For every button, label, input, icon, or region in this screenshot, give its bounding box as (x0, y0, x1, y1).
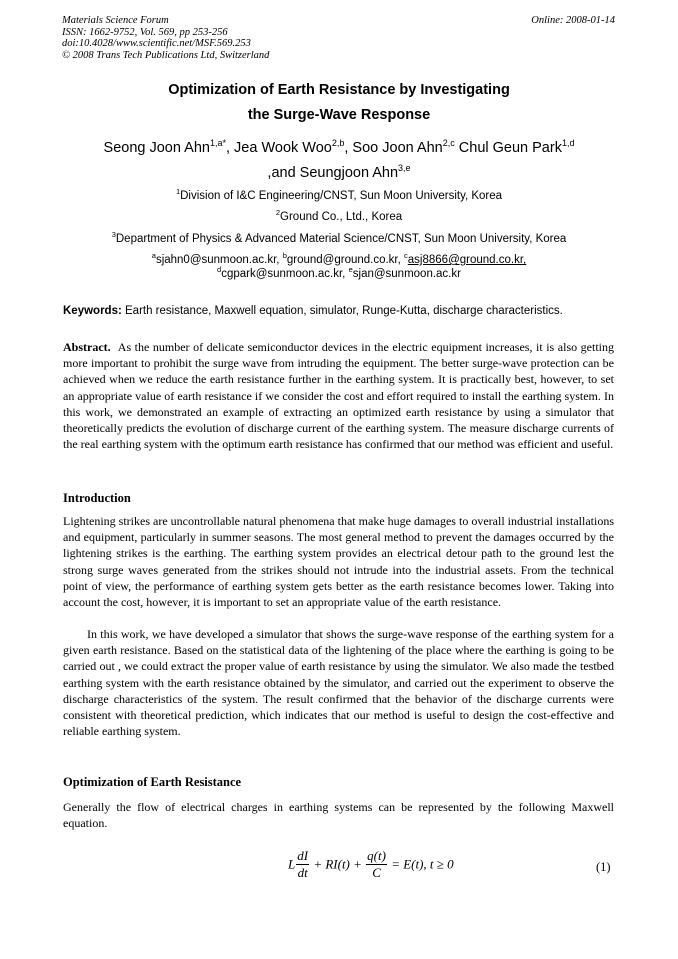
author-affiliation-mark: 2,c (442, 138, 455, 148)
affiliation-text: Ground Co., Ltd., Korea (280, 211, 403, 223)
equation-numerator: q(t) (367, 848, 386, 863)
keywords-line (63, 305, 563, 317)
email-link[interactable]: asj8866@ground.co.kr, (407, 254, 527, 266)
equation-rhs: = E(t), t ≥ 0 (391, 856, 454, 872)
email-link[interactable]: cgpark@sunmoon.ac.kr, (221, 268, 346, 280)
paper-title-line-2: the Surge-Wave Response (247, 107, 431, 123)
paper-title-line-1: Optimization of Earth Resistance by Investigating (168, 82, 510, 98)
introduction-heading: Introduction (63, 491, 131, 505)
email-mark: b (282, 251, 287, 260)
author-list (0, 140, 678, 156)
introduction-paragraph-2: In this work, we have developed a simulator that shows the surge-wave response of the earthing system for a given earth resistance. Based on the statistical data of the lightening of the place where the earthing is going to be carried out , we could extract the proper value of earth resistance by using the simulator. We also made the testbed earthing system with the earth resistance obtained by the simulator, and carried out the experiment to observe the discharge characteristics of the system. The result confirmed that the behavior of the discharge currents were consistent with theoretical prediction, which indicates that our method is useful to design the cost-effective and reliable earthing system. (63, 627, 614, 739)
author-affiliation-mark: 1,d (561, 138, 575, 148)
author-affiliation-mark: 3,e (398, 163, 411, 173)
email-link[interactable]: ground@ground.co.kr, (286, 254, 401, 266)
abstract-paragraph (63, 339, 614, 452)
affiliation-text: Division of I&C Engineering/CNST, Sun Moon University, Korea (180, 190, 503, 202)
author-name: Chul Geun Park (458, 140, 562, 156)
author-emails (0, 253, 678, 281)
optimization-paragraph-1: Generally the flow of electrical charges in earthing systems can be represented by the following Maxwell equation. (63, 800, 614, 831)
equation-numerator: dI (297, 848, 309, 863)
email-link[interactable]: sjan@sunmoon.ac.kr (352, 268, 461, 280)
author-name: Seong Joon Ahn (103, 140, 210, 156)
author-separator: , (344, 140, 353, 156)
affiliation-mark: 3 (111, 230, 116, 239)
abstract-label: Abstract. (63, 340, 111, 354)
author-name: Soo Joon Ahn (352, 140, 443, 156)
email-mark: e (348, 265, 353, 274)
equation-L: L (288, 856, 296, 872)
issn-line: ISSN: 1662-9752, Vol. 569, pp 253-256 (62, 26, 228, 38)
email-link[interactable]: sjahn0@sunmoon.ac.kr, (155, 254, 280, 266)
author-name: ,and Seungjoon Ahn (267, 165, 399, 181)
email-line-2 (0, 267, 678, 281)
copyright-line: © 2008 Trans Tech Publications Ltd, Switzerland (62, 49, 270, 61)
equation-denominator: dt (297, 865, 308, 880)
author-list-continued (0, 165, 678, 181)
equation-fraction-dI-dt (296, 848, 309, 881)
equation-number: (1) (596, 860, 611, 874)
introduction-paragraph-1: Lightening strikes are uncontrollable natural phenomena that make huge damages to overall industrial installations and equipment, particularly in summer seasons. The most general method to prevent the damages occurred by the lightening strikes is the earthing. The earthing system provides an electrical detour path to the ground lest the strong surge waves generated from the strikes should not intrude into the industrial assets. From the technical point of view, the performance of earthing system gets better as the earth resistance becomes lower. Taking into account the cost, however, it is important to set an appropriate value of the earth resistance. (63, 514, 614, 610)
email-mark: a (151, 251, 156, 260)
affiliation-text: Department of Physics & Advanced Material Science/CNST, Sun Moon University, Korea (115, 233, 567, 245)
keywords-label: Keywords: (63, 305, 122, 317)
email-line-1 (0, 253, 678, 267)
online-date: Online: 2008-01-14 (531, 15, 615, 26)
author-affiliation-mark: 1,a* (209, 138, 226, 148)
affiliation-mark: 1 (175, 187, 181, 196)
email-mark: d (217, 265, 222, 274)
author-affiliation-mark: 2,b (331, 138, 345, 148)
journal-name: Materials Science Forum (62, 15, 169, 26)
equation-middle: + RI(t) + (313, 856, 362, 872)
affiliation-mark: 2 (275, 208, 281, 217)
keywords-text: Earth resistance, Maxwell equation, simulator, Runge-Kutta, discharge characteristics. (125, 305, 563, 317)
author-separator: , (225, 140, 235, 156)
maxwell-equation (288, 848, 454, 890)
optimization-heading: Optimization of Earth Resistance (63, 775, 242, 789)
affiliation-2 (0, 208, 678, 223)
author-name: Jea Wook Woo (234, 140, 332, 156)
affiliation-1 (0, 187, 678, 202)
journal-header (62, 15, 269, 61)
abstract-text: As the number of delicate semiconductor devices in the electric equipment increases, it is also getting more important to prohibit the surge wave from intruding the equipment. The better surge-wave protection can be achieved when we reduce the earth resistance further in the earthing system. It is practically best, however, to set an appropriate value of earth resistance if we consider the cost and effort required to install the earthing system. In this work, we demonstrated an example of extracting an optimized earth resistance by using a simulator that theoretically predicts the evolution of discharge current of the earthing system. The measure discharge currents of the real earthing system with the optimum earth resistance has confirmed that our method was efficient and useful. (63, 340, 615, 452)
equation-denominator: C (372, 865, 381, 880)
affiliation-3 (0, 230, 678, 245)
doi-line: doi:10.4028/www.scientific.net/MSF.569.253 (62, 38, 251, 50)
email-mark: c (404, 251, 408, 260)
equation-fraction-q-C (366, 848, 387, 881)
